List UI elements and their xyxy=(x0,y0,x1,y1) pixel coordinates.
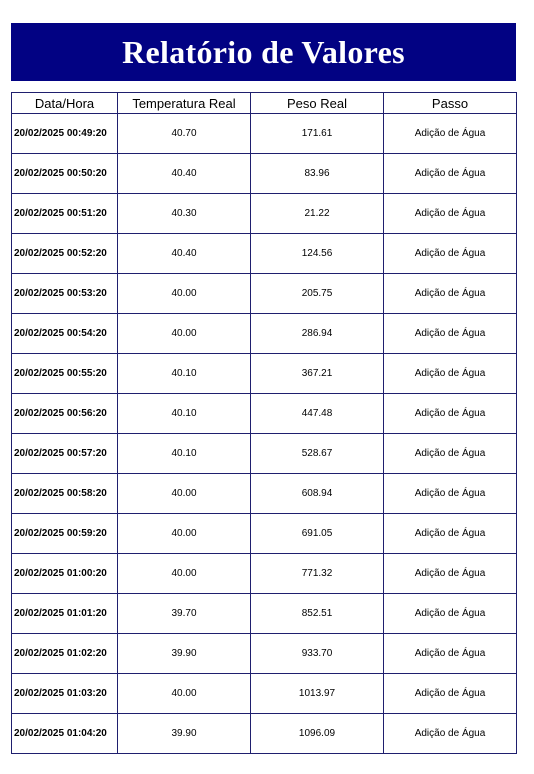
cell-date-time: 20/02/2025 00:51:20 xyxy=(12,194,118,234)
cell-date-time: 20/02/2025 00:52:20 xyxy=(12,234,118,274)
cell-temperature: 39.90 xyxy=(118,714,251,754)
cell-temperature: 40.70 xyxy=(118,114,251,154)
cell-weight: 771.32 xyxy=(251,554,384,594)
cell-step: Adição de Água xyxy=(384,674,517,714)
cell-step: Adição de Água xyxy=(384,594,517,634)
table-row xyxy=(12,434,517,474)
table-row xyxy=(12,274,517,314)
cell-weight: 933.70 xyxy=(251,634,384,674)
cell-weight: 528.67 xyxy=(251,434,384,474)
cell-weight: 691.05 xyxy=(251,514,384,554)
table-row xyxy=(12,394,517,434)
cell-step: Adição de Água xyxy=(384,394,517,434)
header-step: Passo xyxy=(384,93,517,114)
table-body xyxy=(12,114,517,754)
cell-weight: 205.75 xyxy=(251,274,384,314)
table-row xyxy=(12,634,517,674)
cell-date-time: 20/02/2025 01:02:20 xyxy=(12,634,118,674)
cell-date-time: 20/02/2025 00:58:20 xyxy=(12,474,118,514)
cell-weight: 852.51 xyxy=(251,594,384,634)
table-row xyxy=(12,594,517,634)
cell-date-time: 20/02/2025 01:04:20 xyxy=(12,714,118,754)
table-row xyxy=(12,474,517,514)
cell-weight: 171.61 xyxy=(251,114,384,154)
cell-weight: 367.21 xyxy=(251,354,384,394)
table-row xyxy=(12,114,517,154)
cell-date-time: 20/02/2025 00:49:20 xyxy=(12,114,118,154)
cell-step: Adição de Água xyxy=(384,154,517,194)
table-row xyxy=(12,314,517,354)
cell-step: Adição de Água xyxy=(384,274,517,314)
cell-step: Adição de Água xyxy=(384,634,517,674)
cell-temperature: 40.40 xyxy=(118,234,251,274)
table-row xyxy=(12,514,517,554)
table-header-row xyxy=(12,93,517,114)
cell-step: Adição de Água xyxy=(384,434,517,474)
table-row xyxy=(12,554,517,594)
header-temperature: Temperatura Real xyxy=(118,93,251,114)
cell-step: Adição de Água xyxy=(384,114,517,154)
header-date-time: Data/Hora xyxy=(12,93,118,114)
cell-weight: 1096.09 xyxy=(251,714,384,754)
cell-temperature: 40.30 xyxy=(118,194,251,234)
table-row xyxy=(12,674,517,714)
cell-date-time: 20/02/2025 00:54:20 xyxy=(12,314,118,354)
cell-step: Adição de Água xyxy=(384,714,517,754)
cell-step: Adição de Água xyxy=(384,354,517,394)
cell-weight: 21.22 xyxy=(251,194,384,234)
cell-temperature: 40.00 xyxy=(118,674,251,714)
values-table xyxy=(11,92,517,754)
report-title: Relatório de Valores xyxy=(122,33,405,70)
cell-temperature: 40.10 xyxy=(118,354,251,394)
cell-step: Adição de Água xyxy=(384,514,517,554)
cell-weight: 608.94 xyxy=(251,474,384,514)
cell-step: Adição de Água xyxy=(384,554,517,594)
table-row xyxy=(12,354,517,394)
table-row xyxy=(12,234,517,274)
cell-date-time: 20/02/2025 00:57:20 xyxy=(12,434,118,474)
cell-step: Adição de Água xyxy=(384,194,517,234)
table-row xyxy=(12,194,517,234)
cell-temperature: 40.00 xyxy=(118,314,251,354)
table-row xyxy=(12,714,517,754)
cell-step: Adição de Água xyxy=(384,234,517,274)
cell-date-time: 20/02/2025 00:55:20 xyxy=(12,354,118,394)
cell-step: Adição de Água xyxy=(384,314,517,354)
cell-temperature: 40.00 xyxy=(118,514,251,554)
cell-temperature: 40.40 xyxy=(118,154,251,194)
cell-date-time: 20/02/2025 01:01:20 xyxy=(12,594,118,634)
cell-weight: 1013.97 xyxy=(251,674,384,714)
cell-weight: 83.96 xyxy=(251,154,384,194)
cell-date-time: 20/02/2025 00:50:20 xyxy=(12,154,118,194)
cell-temperature: 40.10 xyxy=(118,394,251,434)
cell-temperature: 40.00 xyxy=(118,554,251,594)
cell-weight: 124.56 xyxy=(251,234,384,274)
cell-date-time: 20/02/2025 00:53:20 xyxy=(12,274,118,314)
cell-weight: 447.48 xyxy=(251,394,384,434)
cell-date-time: 20/02/2025 00:59:20 xyxy=(12,514,118,554)
cell-temperature: 39.90 xyxy=(118,634,251,674)
report-title-bar xyxy=(11,23,516,81)
cell-temperature: 40.10 xyxy=(118,434,251,474)
cell-date-time: 20/02/2025 01:00:20 xyxy=(12,554,118,594)
cell-temperature: 40.00 xyxy=(118,274,251,314)
cell-date-time: 20/02/2025 01:03:20 xyxy=(12,674,118,714)
header-weight: Peso Real xyxy=(251,93,384,114)
cell-date-time: 20/02/2025 00:56:20 xyxy=(12,394,118,434)
cell-weight: 286.94 xyxy=(251,314,384,354)
cell-temperature: 39.70 xyxy=(118,594,251,634)
cell-step: Adição de Água xyxy=(384,474,517,514)
cell-temperature: 40.00 xyxy=(118,474,251,514)
table-row xyxy=(12,154,517,194)
